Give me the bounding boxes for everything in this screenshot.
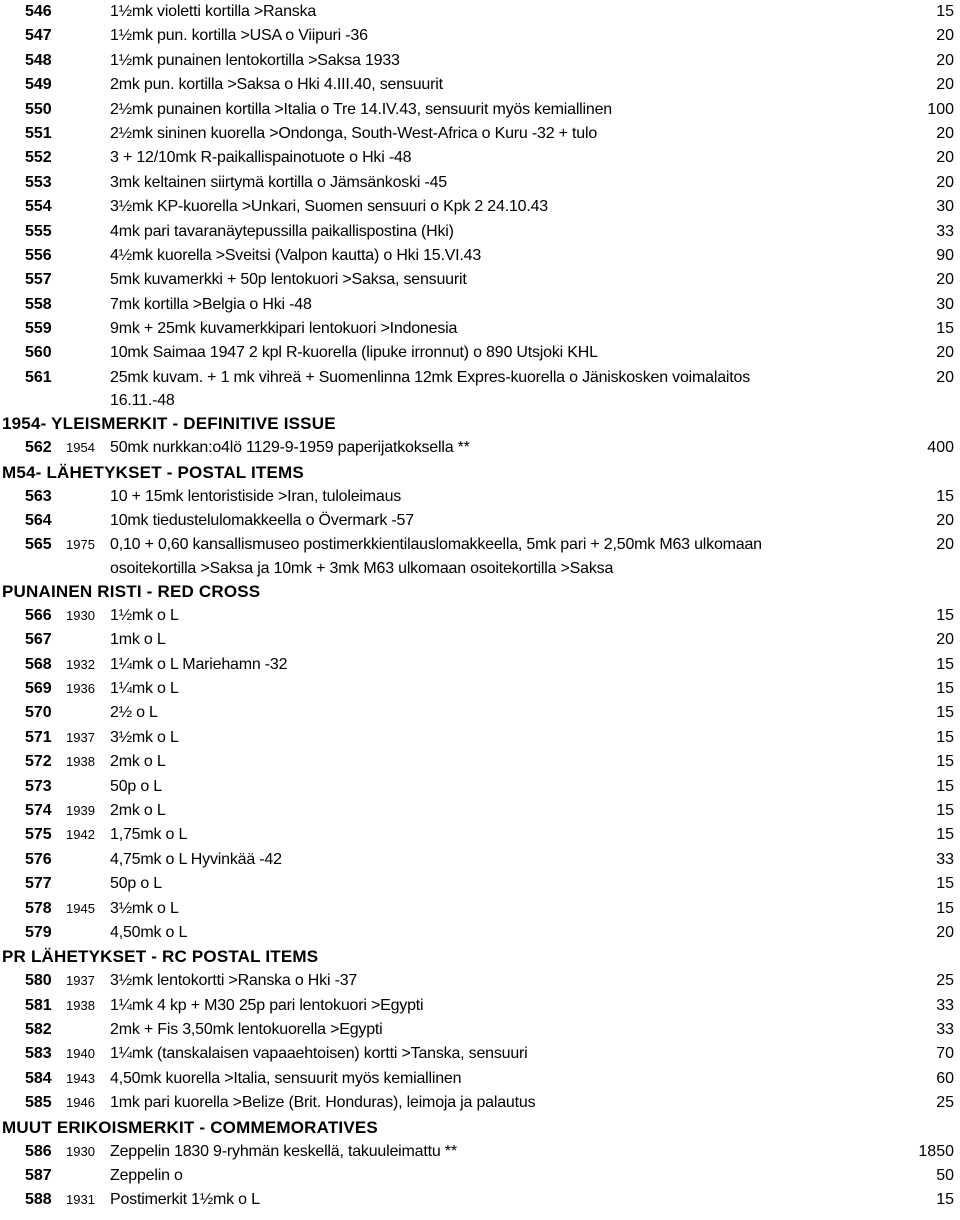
lot-number: 581: [25, 996, 52, 1014]
lot-description: Zeppelin o: [110, 1167, 183, 1185]
lot-number: 554: [25, 198, 52, 216]
section-heading: 1954- YLEISMERKIT - DEFINITIVE ISSUE: [2, 414, 336, 434]
lot-number: 549: [25, 76, 52, 94]
lot-price: 20: [936, 27, 954, 45]
lot-price: 20: [936, 76, 954, 94]
lot-row: [0, 1164, 960, 1188]
lot-description: 2mk pun. kortilla >Saksa o Hki 4.III.40, sensuurit: [110, 76, 443, 94]
lot-number: 580: [25, 972, 52, 990]
lot-price: 15: [936, 753, 954, 771]
lot-number: 548: [25, 51, 52, 69]
lot-price: 25: [936, 1094, 954, 1112]
lot-price: 33: [936, 222, 954, 240]
lot-number: 567: [25, 631, 52, 649]
lot-price: 60: [936, 1069, 954, 1087]
lot-row: [0, 0, 960, 24]
lot-description: 1mk pari kuorella >Belize (Brit. Honduras), leimoja ja palautus: [110, 1094, 536, 1112]
lot-row: [0, 1188, 960, 1212]
lot-number: 546: [25, 3, 52, 20]
lot-row: [0, 49, 960, 73]
lot-description: 2½ o L: [110, 704, 158, 722]
lot-number: 559: [25, 320, 52, 338]
lot-number: 577: [25, 875, 52, 893]
lot-description: 9mk + 25mk kuvamerkkipari lentokuori >Indonesia: [110, 320, 458, 338]
lot-description: 1½mk o L: [110, 606, 179, 624]
lot-year: 1940: [66, 1046, 95, 1062]
lot-row: [0, 848, 960, 872]
lot-price: 30: [936, 295, 954, 313]
lot-year: 1943: [66, 1070, 95, 1086]
lot-row: [0, 799, 960, 823]
lot-price: 20: [936, 173, 954, 191]
lot-year: 1930: [66, 607, 95, 623]
lot-description: 2½mk punainen kortilla >Italia o Tre 14.IV.43, sensuurit myös kemiallinen: [110, 100, 612, 118]
lot-description: 50p o L: [110, 777, 162, 795]
lot-number: 566: [25, 606, 52, 624]
lot-price: 20: [936, 923, 954, 941]
lot-number: 579: [25, 923, 52, 941]
lot-description: 5mk kuvamerkki + 50p lentokuori >Saksa, sensuurit: [110, 271, 467, 289]
lot-row: [0, 366, 960, 390]
lot-row: [0, 533, 960, 557]
lot-number: 570: [25, 704, 52, 722]
lot-number: 569: [25, 679, 52, 697]
lot-price: 15: [936, 704, 954, 722]
lot-row: [0, 244, 960, 268]
lot-row: [0, 220, 960, 244]
lot-row-continuation: [0, 558, 960, 580]
lot-row: [0, 677, 960, 701]
lot-row: [0, 509, 960, 533]
lot-description: 1¼mk 4 kp + M30 25p pari lentokuori >Egypti: [110, 996, 424, 1014]
lot-description: 1½mk punainen lentokortilla >Saksa 1933: [110, 51, 400, 69]
lot-price: 33: [936, 850, 954, 868]
lot-description: 1¼mk o L Mariehamn -32: [110, 655, 288, 673]
lot-number: 587: [25, 1167, 52, 1185]
lot-price: 30: [936, 198, 954, 216]
lot-number: 584: [25, 1069, 52, 1087]
lot-year: 1946: [66, 1095, 95, 1111]
lot-number: 574: [25, 801, 52, 819]
lot-price: 15: [936, 3, 954, 20]
lot-number: 583: [25, 1045, 52, 1063]
lot-price: 15: [936, 655, 954, 673]
lot-row: [0, 921, 960, 945]
lot-description: 1½mk violetti kortilla >Ranska: [110, 3, 317, 20]
lot-row: [0, 1067, 960, 1091]
section-heading: M54- LÄHETYKSET - POSTAL ITEMS: [2, 462, 304, 482]
lot-row: [0, 872, 960, 896]
lot-number: 552: [25, 149, 52, 167]
lot-row: [0, 969, 960, 993]
lot-price: 20: [936, 124, 954, 142]
lot-number: 586: [25, 1142, 52, 1160]
lot-number: 572: [25, 753, 52, 771]
lot-description: 1mk o L: [110, 631, 166, 649]
lot-description: 3½mk lentokortti >Ranska o Hki -37: [110, 972, 358, 990]
lot-description: 1¼mk (tanskalaisen vapaaehtoisen) kortti >Tanska, sensuuri: [110, 1045, 528, 1063]
lot-description: 10mk tiedustelulomakkeella o Övermark -57: [110, 512, 414, 530]
lot-price: 20: [936, 536, 954, 554]
lot-number: 563: [25, 487, 52, 505]
lot-year: 1930: [66, 1143, 95, 1159]
lot-number: 575: [25, 826, 52, 844]
lot-price: 15: [936, 320, 954, 338]
lot-description: 16.11.-48: [110, 392, 175, 410]
lot-number: 578: [25, 899, 52, 917]
lot-description: 0,10 + 0,60 kansallismuseo postimerkkientilauslomakkeella, 5mk pari + 2,50mk M63 ulkomaan: [110, 536, 762, 554]
lot-description: 4mk pari tavaranäytepussilla paikallispostina (Hki): [110, 222, 454, 240]
lot-description: 2½mk sininen kuorella >Ondonga, South-West-Africa o Kuru -32 + tulo: [110, 124, 598, 142]
lot-price: 20: [936, 51, 954, 69]
lot-number: 561: [25, 368, 52, 386]
lot-price: 70: [936, 1045, 954, 1063]
lot-description: 4,50mk o L: [110, 923, 188, 941]
lot-price: 15: [936, 1191, 954, 1209]
lot-description: osoitekortilla >Saksa ja 10mk + 3mk M63 ulkomaan osoitekortilla >Saksa: [110, 559, 614, 577]
lot-description: 10 + 15mk lentoristiside >Iran, tuloleimaus: [110, 487, 402, 505]
lot-row: [0, 897, 960, 921]
lot-year: 1938: [66, 754, 95, 770]
lot-row: [0, 195, 960, 219]
lot-description: 1,75mk o L: [110, 826, 188, 844]
lot-price: 15: [936, 777, 954, 795]
lot-number: 557: [25, 271, 52, 289]
lot-row: [0, 341, 960, 365]
lot-description: 1½mk pun. kortilla >USA o Viipuri -36: [110, 27, 368, 45]
lot-price: 15: [936, 606, 954, 624]
lot-price: 25: [936, 972, 954, 990]
lot-description: 1¼mk o L: [110, 679, 179, 697]
lot-year: 1936: [66, 680, 95, 696]
lot-price: 15: [936, 801, 954, 819]
lot-description: 3½mk KP-kuorella >Unkari, Suomen sensuuri o Kpk 2 24.10.43: [110, 198, 548, 216]
lot-row: [0, 268, 960, 292]
lot-row: [0, 485, 960, 509]
lot-number: 550: [25, 100, 52, 118]
lot-year: 1939: [66, 802, 95, 818]
lot-year: 1975: [66, 537, 95, 553]
lot-price: 15: [936, 487, 954, 505]
lot-description: 3mk keltainen siirtymä kortilla o Jämsänkoski -45: [110, 173, 447, 191]
lot-description: 4,75mk o L Hyvinkää -42: [110, 850, 282, 868]
lot-number: 573: [25, 777, 52, 795]
lot-price: 15: [936, 826, 954, 844]
lot-row: [0, 994, 960, 1018]
lot-row: [0, 122, 960, 146]
lot-year: 1931: [66, 1192, 95, 1208]
lot-number: 585: [25, 1094, 52, 1112]
lot-price: 90: [936, 246, 954, 264]
lot-row: [0, 823, 960, 847]
lot-description: Postimerkit 1½mk o L: [110, 1191, 260, 1209]
lot-row: [0, 1042, 960, 1066]
lot-row: [0, 436, 960, 460]
section-heading: MUUT ERIKOISMERKIT - COMMEMORATIVES: [2, 1117, 378, 1137]
lot-description: 2mk o L: [110, 753, 166, 771]
lot-number: 555: [25, 222, 52, 240]
lot-number: 551: [25, 124, 52, 142]
lot-price: 20: [936, 271, 954, 289]
lot-row: [0, 750, 960, 774]
lot-row: [0, 146, 960, 170]
lot-year: 1937: [66, 973, 95, 989]
lot-description: 3 + 12/10mk R-paikallispainotuote o Hki -48: [110, 149, 412, 167]
lot-row: [0, 726, 960, 750]
lot-description: 4½mk kuorella >Sveitsi (Valpon kautta) o Hki 15.VI.43: [110, 246, 482, 264]
lot-number: 558: [25, 295, 52, 313]
lot-price: 15: [936, 899, 954, 917]
lot-description: 50p o L: [110, 875, 162, 893]
lot-price: 33: [936, 996, 954, 1014]
lot-description: 3½mk o L: [110, 728, 179, 746]
lot-row: [0, 317, 960, 341]
lot-row: [0, 1091, 960, 1115]
lot-number: 562: [25, 439, 52, 457]
section-heading: PUNAINEN RISTI - RED CROSS: [2, 581, 261, 601]
lot-price: 33: [936, 1021, 954, 1039]
lot-price: 20: [936, 512, 954, 530]
lot-price: 15: [936, 875, 954, 893]
lot-year: 1942: [66, 827, 95, 843]
lot-row: [0, 293, 960, 317]
lot-number: 565: [25, 536, 52, 554]
lot-description: 2mk + Fis 3,50mk lentokuorella >Egypti: [110, 1021, 383, 1039]
lot-price: 20: [936, 344, 954, 362]
lot-row: [0, 628, 960, 652]
lot-description: 10mk Saimaa 1947 2 kpl R-kuorella (lipuke irronnut) o 890 Utsjoki KHL: [110, 344, 598, 362]
lot-description: 3½mk o L: [110, 899, 179, 917]
lot-row: [0, 171, 960, 195]
lot-number: 568: [25, 655, 52, 673]
lot-number: 588: [25, 1191, 52, 1209]
lot-year: 1945: [66, 900, 95, 916]
lot-year: 1937: [66, 729, 95, 745]
lot-price: 15: [936, 728, 954, 746]
lot-number: 547: [25, 27, 52, 45]
lot-year: 1954: [66, 440, 95, 456]
lot-price: 400: [927, 439, 954, 457]
lot-row: [0, 653, 960, 677]
lot-description: 25mk kuvam. + 1 mk vihreä + Suomenlinna 12mk Expres-kuorella o Jäniskosken voimalaitos: [110, 368, 750, 386]
lot-price: 20: [936, 368, 954, 386]
lot-number: 560: [25, 344, 52, 362]
lot-description: 4,50mk kuorella >Italia, sensuurit myös kemiallinen: [110, 1069, 462, 1087]
lot-row: [0, 775, 960, 799]
lot-row: [0, 604, 960, 628]
lot-number: 556: [25, 246, 52, 264]
lot-year: 1932: [66, 656, 95, 672]
lot-row: [0, 98, 960, 122]
lot-number: 576: [25, 850, 52, 868]
lot-number: 582: [25, 1021, 52, 1039]
lot-price: 100: [927, 100, 954, 118]
lot-row: [0, 1018, 960, 1042]
lot-number: 553: [25, 173, 52, 191]
lot-price: 20: [936, 631, 954, 649]
lot-price: 1850: [918, 1142, 954, 1160]
lot-row: [0, 73, 960, 97]
lot-row: [0, 24, 960, 48]
lot-description: 50mk nurkkan:o4lö 1129-9-1959 paperijatkoksella **: [110, 439, 470, 457]
lot-description: 2mk o L: [110, 801, 166, 819]
lot-description: 7mk kortilla >Belgia o Hki -48: [110, 295, 312, 313]
lot-row: [0, 701, 960, 725]
lot-number: 564: [25, 512, 52, 530]
lot-description: Zeppelin 1830 9-ryhmän keskellä, takuuleimattu **: [110, 1142, 457, 1160]
lot-year: 1938: [66, 997, 95, 1013]
lot-row-continuation: [0, 390, 960, 412]
lot-number: 571: [25, 728, 52, 746]
section-heading: PR LÄHETYKSET - RC POSTAL ITEMS: [2, 947, 319, 967]
lot-price: 50: [936, 1167, 954, 1185]
lot-price: 20: [936, 149, 954, 167]
lot-row: [0, 1140, 960, 1164]
lot-price: 15: [936, 679, 954, 697]
